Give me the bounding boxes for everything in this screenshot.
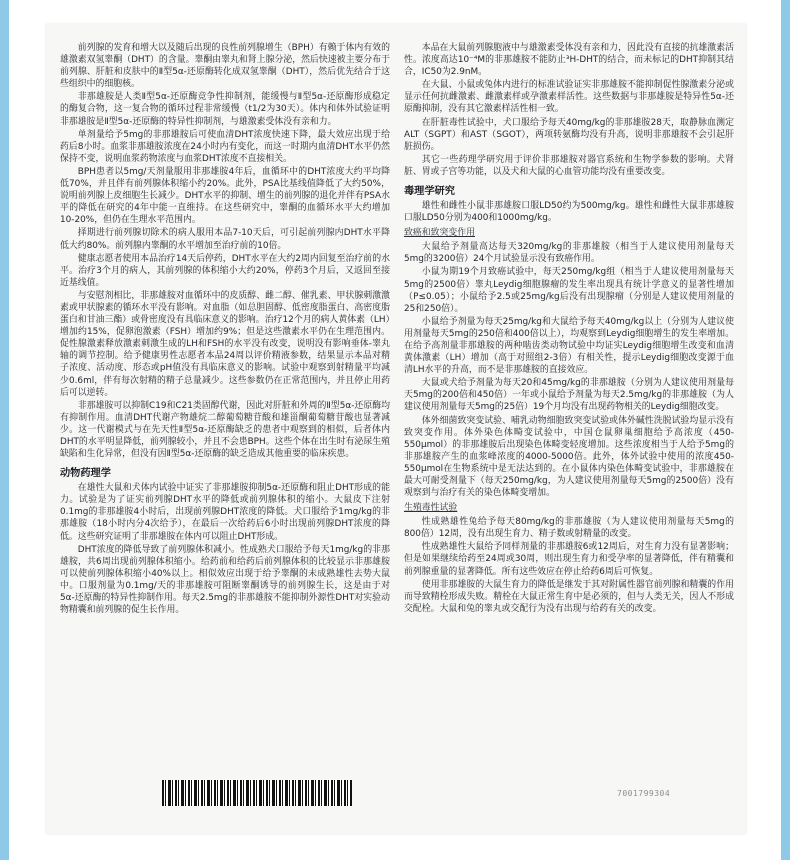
paragraph: 体外细菌致突变试验、哺乳动物细胞致突变试验或体外碱性洗脱试验均显示没有致突变作用。体外染色体畸变试验中，中国仓鼠卵巢细胞给予高浓度（450-550μmol）的非那雄胺后出现染色体畸变轻度增加。这些浓度相当于人给予5mg的非那雄胺产生的血浆峰浓度的4000-5000倍。此外，体外试验中使用的浓度450-550μmol在生物系统中是无法达到的。在小鼠体内染色体畸变试验中，非那雄胺在最大可耐受剂量下（每天250mg/kg，为人建议使用剂量每天5mg的2500倍）没有观察到与治疗有关的染色体畸变增加。 bbox=[404, 415, 734, 499]
paragraph: 在雄性大鼠和犬体内试验中证实了非那雄胺抑制5α-还原酶和阻止DHT形成的能力。试验是为了证实前列腺DHT水平的降低或前列腺体积的缩小。大鼠皮下注射0.1mg的非那雄胺4小时后，出现前列腺DHT浓度的降低。犬口服给予1mg/kg的非那雄胺（18小时内分4次给予），在最后一次给药后6小时出现前列腺DHT浓度的降低。这些研究证明了非那雄胺在体内可以阻止DHT形成。 bbox=[60, 483, 390, 542]
paragraph: 单剂量给予5mg的非那雄胺后可使血清DHT浓度快速下降，最大效应出现于给药后8小时。血浆非那雄胺浓度在24小时内有变化，而这一时期内血清DHT水平仍然保持不变，说明血浆药物浓度与血浆DHT浓度不直接相关。 bbox=[60, 129, 390, 164]
paragraph: 其它一些药理学研究用于评价非那雄胺对器官系统和生物学参数的影响。犬肾脏、胃或子宫等功能，以及犬和大鼠的心血管功能均没有重要改变。 bbox=[404, 154, 734, 177]
paragraph: 小鼠为期19个月致癌试验中，每天250mg/kg组（相当于人建议使用剂量每天5mg的2500倍）睾丸Leydig细胞腺瘤的发生率出现具有统计学意义的显著性增加（P≤0.05）；小鼠给予2.5或25mg/kg后没有出现腺瘤（分别是人建议使用剂量的25和250倍）。 bbox=[404, 267, 734, 314]
paragraph: 大鼠或犬给予剂量为每天20和45mg/kg的非那雄胺（分别为人建议使用剂量每天5mg的200倍和450倍）一年或小鼠给予剂量为每天2.5mg/kg的非那雄胺（为人建议使用剂量每天5mg的25倍）19个月均没有出现药物相关的Leydig细胞改变。 bbox=[404, 378, 734, 413]
paragraph: 使用非那雄胺的大鼠生育力的降低是继发于其对附属性器官前列腺和精囊的作用而导致精栓形成失败。精栓在大鼠正常生育中是必须的，但与人类无关，因人不形成交配栓。大鼠和兔的睾丸或交配行为没有出现与给药有关的改变。 bbox=[404, 579, 734, 614]
left-accent-bar bbox=[0, 0, 9, 860]
paragraph: 在肝脏毒性试验中，犬口服给予每天40mg/kg的非那雄胺28天，取静脉血测定ALT（SGPT）和AST（SGOT），两项转氨酶均没有升高，说明非那雄胺不会引起肝脏损伤。 bbox=[404, 117, 734, 152]
paragraph: 大鼠给予剂量高达每天320mg/kg的非那雄胺（相当于人建议使用剂量每天5mg的3200倍）24个月试验显示没有致癌作用。 bbox=[404, 242, 734, 265]
paragraph: 小鼠给予剂量为每天25mg/kg和大鼠给予每天40mg/kg以上（分别为人建议使用剂量每天5mg的250倍和400倍以上），均观察到Leydig细胞增生的发生率增加。在给予高剂量非那雄胺的两种啮齿类动物试验中均证实Leydig细胞增生改变和血清黄体激素（LH）增加（高于对照组2-3倍）有相关性，提示Leydig细胞改变源于血清LH水平的升高，而不是非那雄胺的直接效应。 bbox=[404, 316, 734, 376]
paragraph: 本品在大鼠前列腺胞液中与雄激素受体没有亲和力，因此没有直接的抗雄激素活性。浓度高达10⁻⁴M的非那雄胺不能防止³H-DHT的结合，而未标记的DHT抑制其结合，IC50为2.9nM。 bbox=[404, 43, 734, 78]
document-code: 7001799304 bbox=[617, 789, 671, 798]
paragraph: 性成熟雄性大鼠给予同样剂量的非那雄胺6或12周后，对生育力没有显著影响；但是如果继续给药至24周或30周，则出现生育力和受孕率的显著降低，伴有精囊和前列腺重量的显著降低。所有这些效应在停止给药6周后可恢复。 bbox=[404, 542, 734, 577]
paragraph: 择期进行前列腺切除术的病人服用本品7-10天后，可引起前列腺内DHT水平降低大约80%。前列腺内睾酮的水平增加至治疗前的10倍。 bbox=[60, 228, 390, 251]
section-heading-toxicology: 毒理学研究 bbox=[404, 186, 455, 198]
subheading-reproductive-toxicity: 生殖毒性试验 bbox=[404, 503, 458, 514]
section-heading-animal-pharmacology: 动物药理学 bbox=[60, 468, 111, 480]
paragraph: 非那雄胺可以抑制C19和C21类固醇代谢，因此对肝脏和外周的Ⅱ型5α-还原酶均有抑制作用。血清DHT代谢产物雄烷二醇葡萄糖苷酸和雄甾酮葡萄糖苷酸也显著减少。这一代谢模式与在先天性Ⅱ型5α-还原酶缺乏的患者中观察到的相似，后者体内DHT的水平明显降低，前列腺较小，并且不会患BPH。这些个体在出生时有泌尿生殖缺陷和生化异常，但没有因Ⅱ型5α-还原酶的缺乏造成其他重要的临床疾患。 bbox=[60, 400, 390, 460]
paragraph: 与安慰剂相比，非那雄胺对血循环中的皮质醇、雌二醇、催乳素、甲状腺刺激激素或甲状腺素的循环水平没有影响。对血脂（如总胆固醇、低密度脂蛋白、高密度脂蛋白和甘油三酯）或骨密度没有具临床意义的影响。治疗12个月的病人黄体素（LH）增加约15%，促卵泡激素（FSH）增加约9%；但是这些激素水平仍在生理范围内。促性腺激素释放激素刺激生成的LH和FSH的水平没有改变，说明没有影响垂体-睾丸轴的调节控制。给予健康男性志愿者本品24周以评价精液参数，结果显示本品对精子浓度、活动度、形态或pH值没有具临床意义的影响。试验中观察到射精量平均减少0.6ml，伴有每次射精的精子总量减少。这些参数仍在正常范围内，并且停止用药后可以逆转。 bbox=[60, 290, 390, 398]
leaflet-page bbox=[46, 24, 746, 834]
paragraph: DHT浓度的降低导致了前列腺体积减小。性成熟犬口服给予每天1mg/kg的非那雄胺，共6周出现前列腺体积缩小。给药前和给药后前列腺体积的比较显示非那雄胺可以使前列腺体积缩小40%以上。相似效应出现于给予睾酮的未成熟雄性去势大鼠中。口服剂量为0.1mg/天的非那雄胺可阻断睾酮诱导的前列腺生长，这是由于对5α-还原酶的特异性抑制作用。每天2.5mg的非那雄胺不能抑制外源性DHT对实验动物精囊和前列腺的促生长作用。 bbox=[60, 544, 390, 616]
paragraph: 在大鼠、小鼠或兔体内进行的标准试验证实非那雄胺不能抑制促性腺激素分泌或显示任何抗雌激素、雌激素样或孕激素样活性。这些数据与非那雄胺是特异性5α-还原酶抑制，没有其它激素样活性相一致。 bbox=[404, 80, 734, 115]
paragraph: 雄性和雌性小鼠非那雄胺口服LD50约为500mg/kg。雄性和雌性大鼠非那雄胺口服LD50分别为400和1000mg/kg。 bbox=[404, 201, 734, 224]
right-column bbox=[404, 42, 734, 616]
paragraph: BPH患者以5mg/天剂量服用非那雄胺4年后，血循环中的DHT浓度大约平均降低70%，并且伴有前列腺体积缩小约20%。此外，PSA比基线值降低了大约50%，说明前列腺上皮细胞生长减少。DHT水平的抑制、增生的前列腺的退化并伴有PSA水平的降低在研究的4年中能一直维持。在这些研究中，睾酮的血循环水平大约增加10-20%，但仍在生理水平范围内。 bbox=[60, 166, 390, 226]
paragraph: 前列腺的发育和增大以及随后出现的良性前列腺增生（BPH）有赖于体内有效的雄激素双氢睾酮（DHT）的含量。睾酮由睾丸和肾上腺分泌，然后快速被主要分布于前列腺、肝脏和皮肤中的Ⅱ型5α-还原酶转化成双氢睾酮（DHT），然后优先结合于这些组织中的细胞核。 bbox=[60, 43, 390, 90]
left-column bbox=[60, 42, 390, 617]
subheading-carcinogenicity: 致癌和致突变作用 bbox=[404, 228, 475, 239]
right-accent-bar bbox=[781, 0, 790, 860]
paragraph: 非那雄胺是人类Ⅱ型5α-还原酶竞争性抑制剂，能缓慢与Ⅱ型5α-还原酶形成稳定的酶复合物，这一复合物的循环过程非常缓慢（t1/2为30天）。体内和体外试验证明非那雄胺是Ⅱ型5α-还原酶的特异性抑制剂，与雄激素受体没有亲和力。 bbox=[60, 92, 390, 127]
barcode-image bbox=[162, 780, 352, 806]
paragraph: 健康志愿者使用本品治疗14天后停药，DHT水平在大约2周内回复至治疗前的水平。治疗3个月的病人，其前列腺的体积缩小大约20%，停药3个月后，又返回至接近基线值。 bbox=[60, 253, 390, 288]
paragraph: 性成熟雄性兔给予每天80mg/kg的非那雄胺（为人建议使用剂量每天5mg的800倍）12周，没有出现生育力、精子数或射精量的改变。 bbox=[404, 517, 734, 540]
